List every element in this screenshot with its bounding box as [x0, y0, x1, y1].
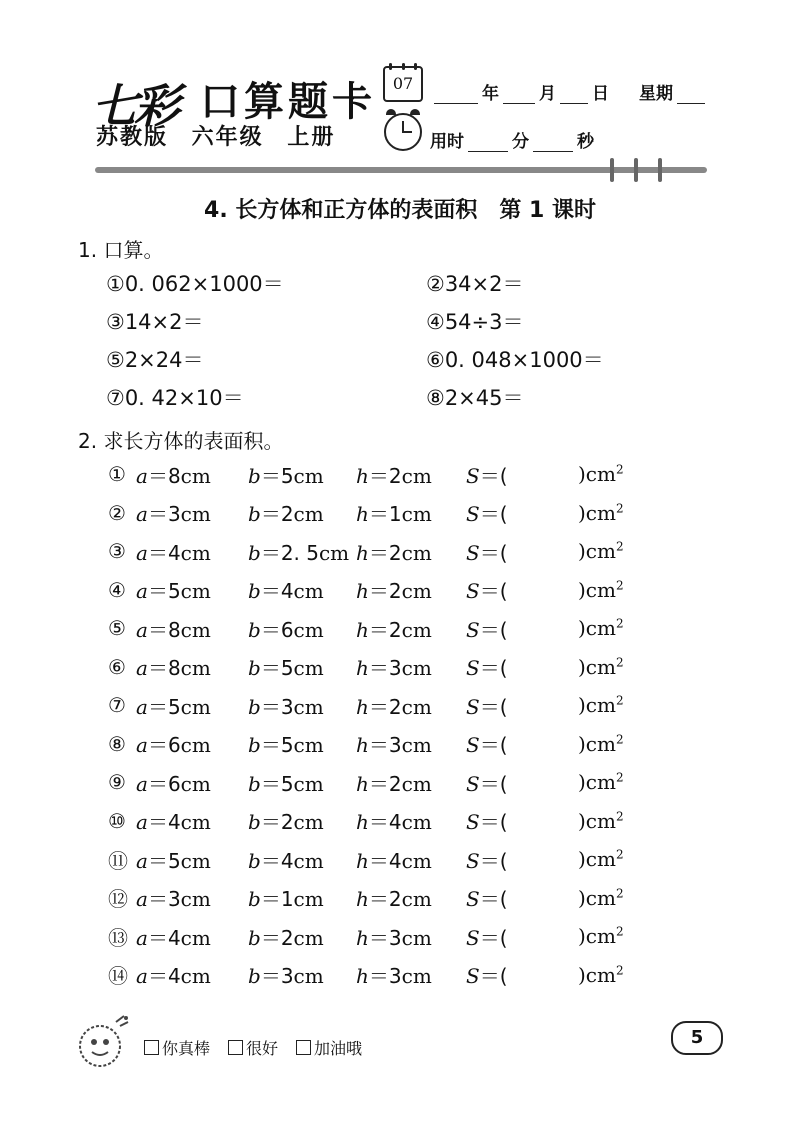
problem-number: ⑦: [108, 693, 126, 717]
width-b: b＝3cm: [248, 694, 324, 719]
width-b: b＝4cm: [248, 848, 324, 873]
mental-math-item: ④54÷3＝: [426, 310, 524, 334]
answer-unit: )$cm^2$: [578, 924, 624, 948]
surface-area-row: [108, 537, 624, 565]
length-a: a＝4cm: [136, 810, 211, 834]
mental-math-item: ⑦0. 42×10＝: [106, 386, 244, 410]
answer-unit: )$cm^2$: [578, 654, 624, 679]
length-a: a＝8cm: [136, 656, 211, 680]
width-b: b＝2cm: [248, 502, 324, 526]
problem-number: ④: [108, 577, 126, 602]
edition-label: 苏教版 六年级 上册: [96, 125, 336, 150]
month-label: 月: [539, 84, 556, 104]
section1-title: 1. 口算。: [78, 238, 164, 262]
height-h: h＝2cm: [356, 694, 432, 719]
surface-area-row: [108, 730, 624, 758]
surface-area-answer-blank[interactable]: S＝(: [466, 848, 508, 873]
answer-unit: )$cm^2$: [578, 962, 624, 987]
problem-number: ⑥: [108, 654, 126, 679]
surface-area-answer-blank[interactable]: S＝(: [466, 733, 508, 757]
width-b: b＝5cm: [248, 463, 324, 488]
time-used-label: 用时: [430, 132, 464, 152]
width-b: b＝2cm: [248, 925, 324, 950]
surface-area-answer-blank[interactable]: S＝(: [466, 694, 508, 719]
day-label: 日: [592, 84, 609, 104]
height-h: h＝4cm: [356, 810, 432, 834]
problem-number: ⑭: [108, 964, 128, 988]
mental-math-item: ⑥0. 048×1000＝: [426, 348, 604, 372]
surface-area-row: [108, 576, 624, 604]
section2-title: 2. 求长方体的表面积。: [78, 429, 284, 453]
month-blank[interactable]: [503, 85, 535, 104]
answer-unit: )$cm^2$: [578, 500, 624, 525]
problem-number: ⑨: [108, 770, 126, 794]
surface-area-row: [108, 768, 624, 796]
surface-area-answer-blank[interactable]: S＝(: [466, 925, 508, 950]
problem-number: ⑪: [108, 848, 128, 873]
page-number: 5: [671, 1021, 723, 1055]
rating-option-great[interactable]: 你真棒: [144, 1036, 210, 1059]
checkbox-icon[interactable]: [296, 1040, 311, 1055]
brand-logo-qicai: 七彩: [92, 79, 176, 133]
height-h: h＝2cm: [356, 579, 432, 603]
answer-unit: )$cm^2$: [578, 616, 624, 640]
length-a: a＝6cm: [136, 733, 211, 757]
surface-area-row: [108, 807, 624, 835]
width-b: b＝5cm: [248, 656, 324, 680]
problem-number: ⑧: [108, 731, 126, 756]
height-h: h＝2cm: [356, 887, 432, 911]
brand-title: 口算题卡: [200, 79, 376, 125]
surface-area-answer-blank[interactable]: S＝(: [466, 579, 508, 603]
height-h: h＝3cm: [356, 925, 432, 950]
surface-area-row: [108, 499, 624, 527]
minute-label: 分: [512, 132, 529, 152]
answer-unit: )$cm^2$: [578, 462, 624, 486]
width-b: b＝4cm: [248, 579, 324, 603]
mental-math-item: ③14×2＝: [106, 310, 204, 334]
answer-unit: )$cm^2$: [578, 731, 624, 756]
mascot-illustration: [72, 1012, 134, 1074]
checkbox-icon[interactable]: [228, 1040, 243, 1055]
calendar-icon: [383, 66, 423, 102]
height-h: h＝3cm: [356, 733, 432, 757]
problem-number: ⑤: [108, 616, 126, 640]
length-a: a＝5cm: [136, 694, 211, 719]
height-h: h＝2cm: [356, 540, 432, 565]
answer-unit: )$cm^2$: [578, 847, 624, 871]
lesson-title: 4. 长方体和正方体的表面积 第 1 课时: [204, 198, 596, 223]
length-a: a＝4cm: [136, 540, 211, 565]
binder-rings-decoration: [606, 158, 666, 184]
seconds-blank[interactable]: [533, 133, 573, 152]
height-h: h＝2cm: [356, 771, 432, 796]
problem-number: ⑩: [108, 808, 126, 833]
surface-area-answer-blank[interactable]: S＝(: [466, 964, 508, 988]
width-b: b＝6cm: [248, 617, 324, 642]
checkbox-icon[interactable]: [144, 1040, 159, 1055]
mental-math-item: ⑤2×24＝: [106, 348, 204, 372]
width-b: b＝2cm: [248, 810, 324, 834]
year-blank[interactable]: [434, 85, 478, 104]
weekday-label: 星期: [639, 84, 673, 104]
answer-unit: )$cm^2$: [578, 885, 624, 910]
answer-unit: )$cm^2$: [578, 808, 624, 833]
surface-area-row: [108, 922, 624, 950]
surface-area-row: [108, 845, 624, 873]
date-line: [430, 79, 709, 104]
surface-area-row: [108, 614, 624, 642]
problem-number: ②: [108, 500, 126, 525]
surface-area-answer-blank[interactable]: S＝(: [466, 502, 508, 526]
width-b: b＝3cm: [248, 964, 324, 988]
self-rating-options: [144, 1036, 362, 1059]
weekday-blank[interactable]: [677, 85, 705, 104]
mental-math-item: ⑧2×45＝: [426, 386, 524, 410]
height-h: h＝2cm: [356, 617, 432, 642]
time-line: [430, 127, 594, 152]
answer-unit: )$cm^2$: [578, 770, 624, 794]
height-h: h＝4cm: [356, 848, 432, 873]
surface-area-row: [108, 653, 624, 681]
surface-area-row: [108, 884, 624, 912]
rating-option-good[interactable]: 很好: [228, 1036, 278, 1059]
width-b: b＝2. 5cm: [248, 540, 350, 565]
length-a: a＝5cm: [136, 579, 211, 603]
problem-number: ⑬: [108, 925, 128, 950]
width-b: b＝5cm: [248, 771, 324, 796]
answer-unit: )$cm^2$: [578, 577, 624, 602]
minutes-blank[interactable]: [468, 133, 508, 152]
width-b: b＝5cm: [248, 733, 324, 757]
height-h: h＝3cm: [356, 656, 432, 680]
length-a: a＝6cm: [136, 771, 211, 796]
width-b: b＝1cm: [248, 887, 324, 911]
length-a: a＝4cm: [136, 964, 211, 988]
mental-math-item: ①0. 062×1000＝: [106, 272, 284, 296]
year-label: 年: [482, 84, 499, 104]
length-a: a＝3cm: [136, 502, 211, 526]
height-h: h＝2cm: [356, 463, 432, 488]
problem-number: ⑫: [108, 887, 128, 911]
surface-area-answer-blank[interactable]: S＝(: [466, 887, 508, 911]
length-a: a＝5cm: [136, 848, 211, 873]
mental-math-item: ②34×2＝: [426, 272, 524, 296]
length-a: a＝8cm: [136, 617, 211, 642]
length-a: a＝4cm: [136, 925, 211, 950]
rating-option-keep-going[interactable]: 加油哦: [296, 1036, 362, 1059]
height-h: h＝1cm: [356, 502, 432, 526]
surface-area-answer-blank[interactable]: S＝(: [466, 540, 508, 565]
calendar-day: 07: [392, 74, 414, 93]
length-a: a＝3cm: [136, 887, 211, 911]
day-blank[interactable]: [560, 85, 588, 104]
surface-area-answer-blank[interactable]: S＝(: [466, 656, 508, 680]
alarm-clock-icon: [384, 113, 422, 151]
surface-area-answer-blank[interactable]: S＝(: [466, 771, 508, 796]
surface-area-row: [108, 691, 624, 719]
surface-area-row: [108, 961, 624, 989]
problem-number: ③: [108, 539, 126, 563]
surface-area-answer-blank[interactable]: S＝(: [466, 810, 508, 834]
surface-area-answer-blank[interactable]: S＝(: [466, 463, 508, 488]
length-a: a＝8cm: [136, 463, 211, 488]
surface-area-answer-blank[interactable]: S＝(: [466, 617, 508, 642]
answer-unit: )$cm^2$: [578, 539, 624, 563]
height-h: h＝3cm: [356, 964, 432, 988]
second-label: 秒: [577, 132, 594, 152]
surface-area-row: [108, 460, 624, 488]
problem-number: ①: [108, 462, 126, 486]
answer-unit: )$cm^2$: [578, 693, 624, 717]
